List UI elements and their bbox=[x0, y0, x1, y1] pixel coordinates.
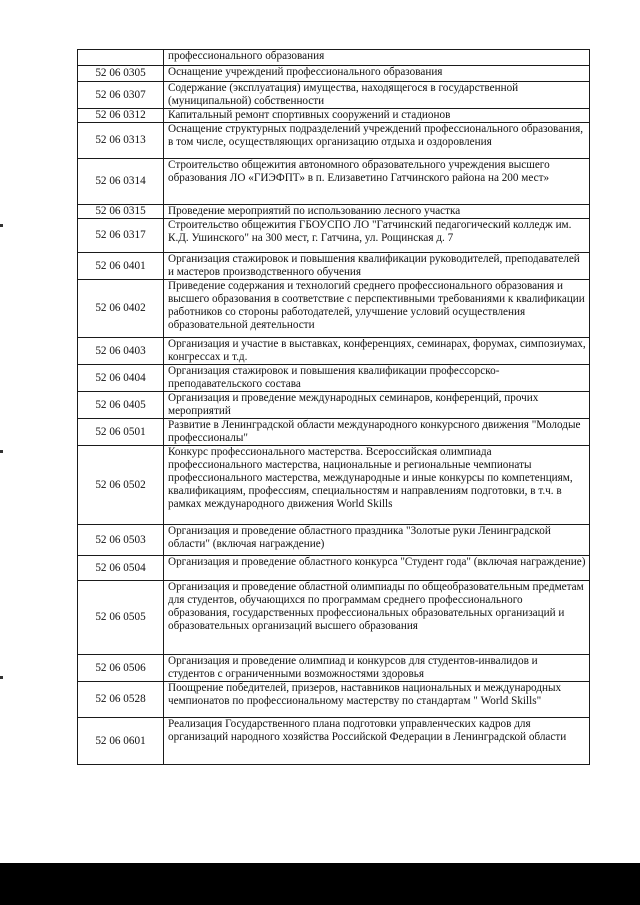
code-cell: 52 06 0314 bbox=[78, 159, 164, 205]
description-cell: Организация и проведение областного конкурса "Студент года" (включая награждение) bbox=[164, 556, 590, 581]
table-row-continued bbox=[78, 50, 590, 66]
description-cell: Организация и проведение областного праздника "Золотые руки Ленинградской области" (включая награждение) bbox=[164, 525, 590, 556]
table-row bbox=[78, 392, 590, 419]
table-row bbox=[78, 556, 590, 581]
code-cell: 52 06 0313 bbox=[78, 123, 164, 159]
code-cell bbox=[78, 50, 164, 66]
description-cell: Строительство общежития автономного образовательного учреждения высшего образования ЛО «ГИЭФПТ» в п. Елизаветино Гатчинского района на 200 мест» bbox=[164, 159, 590, 205]
description-cell: Поощрение победителей, призеров, наставников национальных и международных чемпионатов по профессиональному мастерству по стандартам " World Skills" bbox=[164, 682, 590, 718]
code-cell: 52 06 0402 bbox=[78, 280, 164, 338]
table-row bbox=[78, 655, 590, 682]
scan-edge-mark bbox=[0, 676, 3, 679]
table-row bbox=[78, 419, 590, 446]
code-cell: 52 06 0312 bbox=[78, 109, 164, 123]
table-row bbox=[78, 446, 590, 525]
table-row bbox=[78, 338, 590, 365]
table-row bbox=[78, 159, 590, 205]
table-row bbox=[78, 682, 590, 718]
code-cell: 52 06 0505 bbox=[78, 581, 164, 655]
code-cell: 52 06 0405 bbox=[78, 392, 164, 419]
code-cell: 52 06 0506 bbox=[78, 655, 164, 682]
code-cell: 52 06 0317 bbox=[78, 219, 164, 253]
description-cell: Организация и участие в выставках, конференциях, семинарах, форумах, симпозиумах, конгрессах и т.д. bbox=[164, 338, 590, 365]
table-row bbox=[78, 82, 590, 109]
code-cell: 52 06 0502 bbox=[78, 446, 164, 525]
table-row bbox=[78, 109, 590, 123]
description-cell: Развитие в Ленинградской области международного конкурсного движения "Молодые профессионалы" bbox=[164, 419, 590, 446]
code-cell: 52 06 0504 bbox=[78, 556, 164, 581]
table-row bbox=[78, 581, 590, 655]
description-cell: Содержание (эксплуатация) имущества, находящегося в государственной (муниципальной) собственности bbox=[164, 82, 590, 109]
description-cell: Приведение содержания и технологий среднего профессионального образования и высшего образования в соответствие с перспективными требованиями к квалификации работников со стороны работодателей, улучшение условий осуществления образовательной деятельности bbox=[164, 280, 590, 338]
code-cell: 52 06 0528 bbox=[78, 682, 164, 718]
description-cell: Реализация Государственного плана подготовки управленческих кадров для организаций народного хозяйства Российской Федерации в Ленинградской области bbox=[164, 718, 590, 765]
description-cell: Капитальный ремонт спортивных сооружений и стадионов bbox=[164, 109, 590, 123]
table-row bbox=[78, 66, 590, 82]
table-row bbox=[78, 525, 590, 556]
code-cell: 52 06 0403 bbox=[78, 338, 164, 365]
code-cell: 52 06 0503 bbox=[78, 525, 164, 556]
scan-edge-mark bbox=[0, 224, 3, 227]
description-cell: Организация стажировок и повышения квалификации профессорско-преподавательского состава bbox=[164, 365, 590, 392]
description-cell: Строительство общежития ГБОУСПО ЛО "Гатчинский педагогический колледж им. К.Д. Ушинского" на 300 мест, г. Гатчина, ул. Рощинская д. 7 bbox=[164, 219, 590, 253]
budget-code-table bbox=[77, 49, 590, 765]
table-body bbox=[78, 50, 590, 765]
description-cell: Организация и проведение областной олимпиады по общеобразовательным предметам для студентов, обучающихся по программам среднего профессионального образования, государственных профессиональных образовательных организаций и образовательных организаций высшего образования bbox=[164, 581, 590, 655]
code-cell: 52 06 0601 bbox=[78, 718, 164, 765]
code-cell: 52 06 0307 bbox=[78, 82, 164, 109]
description-cell: Проведение мероприятий по использованию лесного участка bbox=[164, 205, 590, 219]
description-cell: Организация и проведение международных семинаров, конференций, прочих мероприятий bbox=[164, 392, 590, 419]
scan-bottom-border bbox=[0, 863, 640, 905]
description-cell: профессионального образования bbox=[164, 50, 590, 66]
description-cell: Оснащение учреждений профессионального образования bbox=[164, 66, 590, 82]
table-row bbox=[78, 365, 590, 392]
table-row bbox=[78, 219, 590, 253]
table-row bbox=[78, 718, 590, 765]
table-row bbox=[78, 123, 590, 159]
scan-edge-mark bbox=[0, 450, 3, 453]
code-cell: 52 06 0501 bbox=[78, 419, 164, 446]
table-row bbox=[78, 205, 590, 219]
code-cell: 52 06 0305 bbox=[78, 66, 164, 82]
description-cell: Конкурс профессионального мастерства. Всероссийская олимпиада профессионального мастерства, национальные и региональные чемпионаты профессионального мастерства, международные и иные конкурсы по компетенциям, квалификациям, профессиям, специальностям и направлениям подготовки, в т.ч. в рамках международного движения World Skills bbox=[164, 446, 590, 525]
code-cell: 52 06 0315 bbox=[78, 205, 164, 219]
code-cell: 52 06 0401 bbox=[78, 253, 164, 280]
table-row bbox=[78, 280, 590, 338]
table-row bbox=[78, 253, 590, 280]
description-cell: Организация стажировок и повышения квалификации руководителей, преподавателей и мастеров производственного обучения bbox=[164, 253, 590, 280]
description-cell: Организация и проведение олимпиад и конкурсов для студентов-инвалидов и студентов с ограниченными возможностями здоровья bbox=[164, 655, 590, 682]
code-cell: 52 06 0404 bbox=[78, 365, 164, 392]
description-cell: Оснащение структурных подразделений учреждений профессионального образования, в том числе, осуществляющих организацию отдыха и оздоровления bbox=[164, 123, 590, 159]
